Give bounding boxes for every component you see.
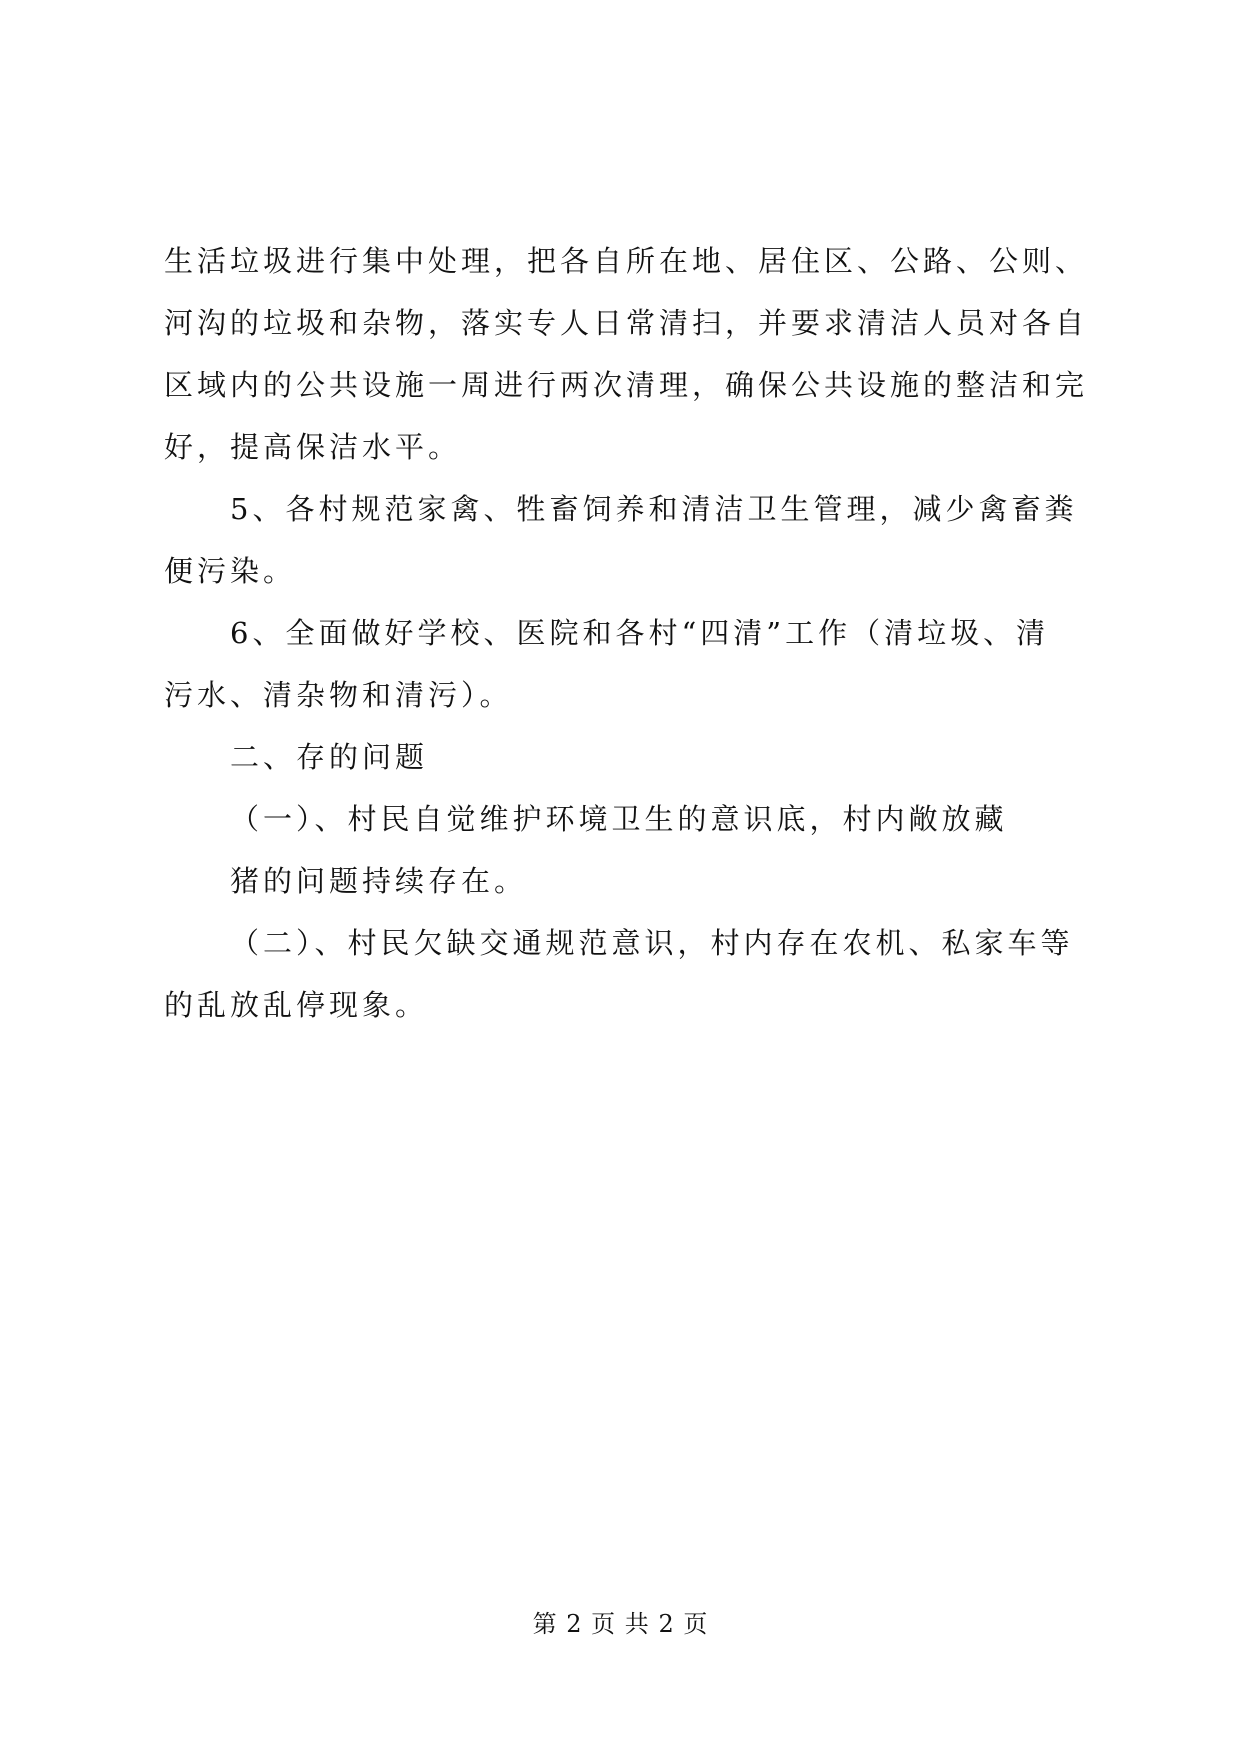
paragraph-line: （一）、村民自觉维护环境卫生的意识底，村内敞放藏 [230,802,1008,836]
paragraph-line: （二）、村民欠缺交通规范意识，村内存在农机、私家车等 [230,926,1074,960]
paragraph-line: 区域内的公共设施一周进行两次清理，确保公共设施的整洁和完 [164,368,1089,402]
paragraph-line: 猪的问题持续存在。 [230,864,528,898]
paragraph-line: 河沟的垃圾和杂物，落实专人日常清扫，并要求清洁人员对各自 [164,306,1089,340]
document-body [164,230,1089,1036]
paragraph-line: 6、全面做好学校、医院和各村“四清”工作（清垃圾、清 [230,616,1050,650]
paragraph-line: 便污染。 [164,554,297,588]
section-heading: 二、存的问题 [230,740,429,774]
paragraph-line: 的乱放乱停现象。 [164,988,429,1022]
paragraph-line: 好，提高保洁水平。 [164,430,462,464]
page-footer: 第 2 页 共 2 页 [532,1610,709,1638]
paragraph-line: 生活垃圾进行集中处理，把各自所在地、居住区、公路、公则、 [164,244,1089,278]
paragraph-line: 污水、清杂物和清污）。 [164,678,513,712]
paragraph-line: 5、各村规范家禽、牲畜饲养和清洁卫生管理，减少禽畜粪 [230,492,1078,526]
